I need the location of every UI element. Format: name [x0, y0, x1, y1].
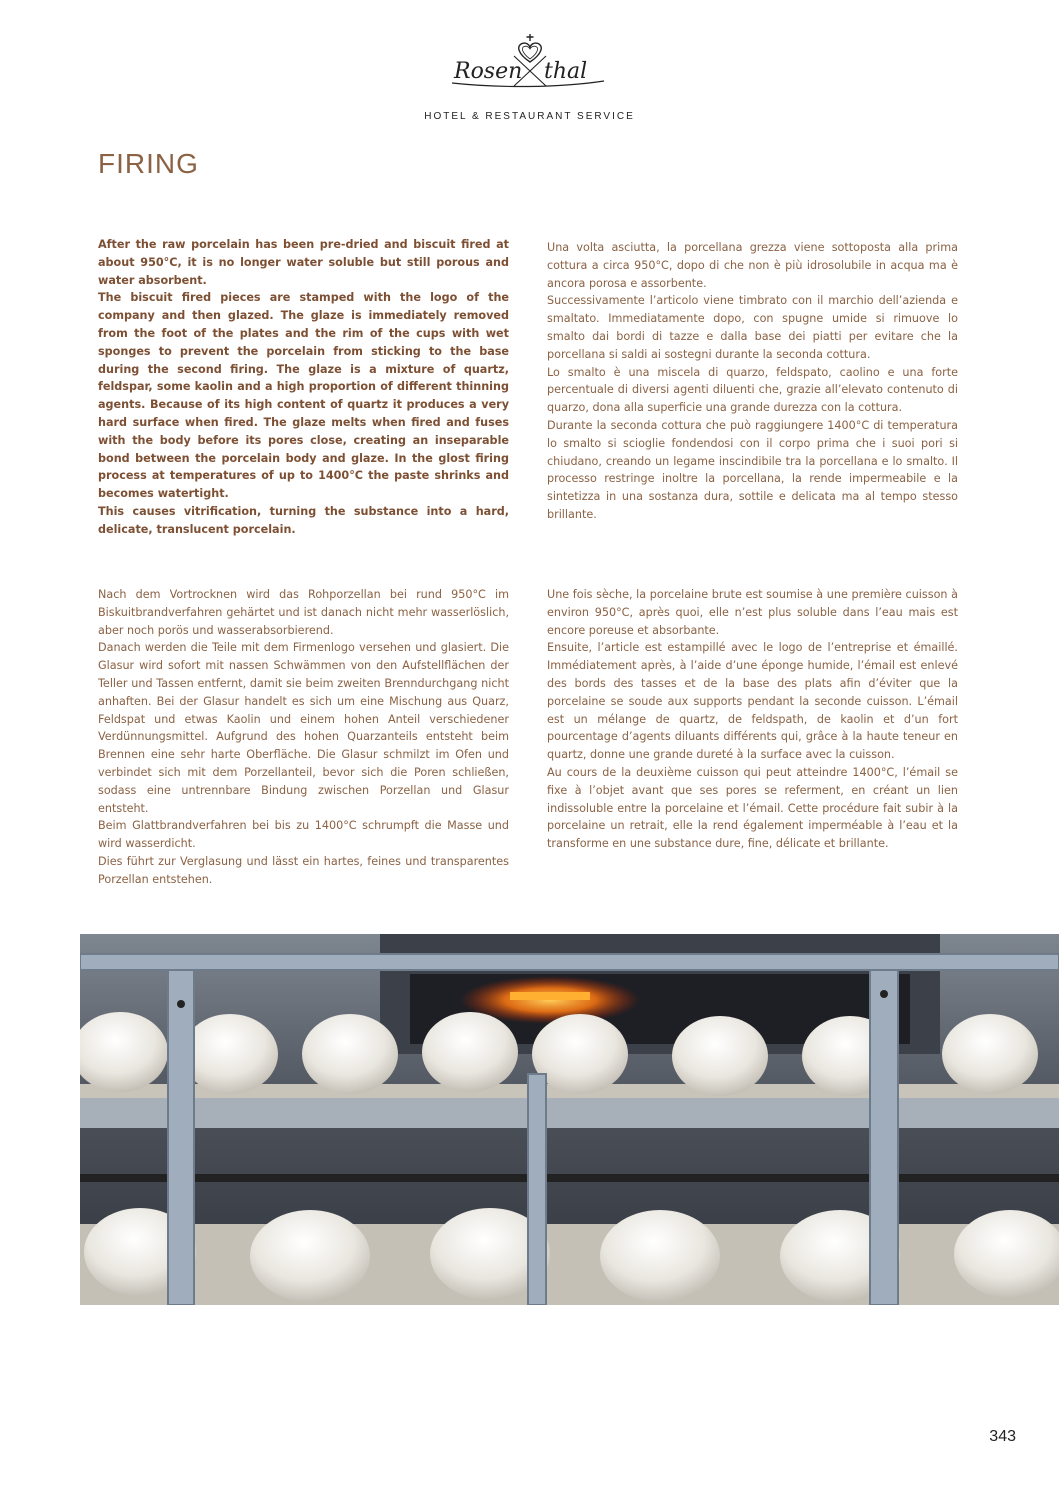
brand-logo: [448, 28, 612, 94]
french-text: Une fois sèche, la porcelaine brute est soumise à une première cuisson à environ 950°C, après quoi, elle n’est plus soluble dans l’eau mais est encore poreuse et absorbante. Ensuite, l’article est estampillé avec le logo de l’entreprise et émaillé. Immédiatement après, à l’aide d’une éponge humide, l’émail est enlevé des bords des tasses et de la base des plats afin d’éviter que la porcelaine se soude aux supports pendant la seconde cuisson. L’émail est un mélange de quartz, de feldspath, de kaolin et d’un fort pourcentage d’agents diluants différents qui, grâce à la haute teneur en quartz, donne une grande dureté à la surface avec la cuisson. Au cours de la deuxième cuisson qui peut atteindre 1400°C, l’émail se fixe à l’objet avant que ses pores se referment, en créant un lien indissoluble entre la porcelaine et l’émail. Cette procédure fait subir à la porcelaine un retrait, elle la rend également imperméable à l’eau et la transforme en une substance dure, fine, délicate et brillante.: [547, 588, 958, 851]
brand-logo-text: [448, 94, 449, 95]
german-text: Nach dem Vortrocknen wird das Rohporzellan bei rund 950°C im Biskuitbrandverfahren gehärtet und ist danach nicht mehr wasserlöslich, aber noch porös und wasserabsorbierend. Danach werden die Teile mit dem Firmenlogo versehen und glasiert. Die Glasur wird sofort mit nassen Schwämmen von den Aufstellflächen der Teller und Tassen entfernt, damit sie beim zweiten Brenndurchgang nicht anhaften. Bei der Glasur handelt es sich um eine Mischung aus Quarz, Feldspat und etwas Kaolin und einem hohen Anteil verschiedener Verdünnungsmittel. Aufgrund des hohen Quarzanteils entsteht beim Brennen eine sehr harte Oberfläche. Die Glasur schmilzt im Ofen und verbindet sich mit dem Porzellanteil, bevor sich die Poren schließen, sodass eine untrennbare Bindung zwischen Porzellan und Glasur entsteht. Beim Glattbrandverfahren bei bis zu 1400°C schrumpft die Masse und wird wasserdicht. Dies führt zur Verglasung und lässt ein hartes, feines und transparentes Porzellan entstehen.: [98, 588, 509, 886]
italian-text: Una volta asciutta, la porcellana grezza viene sottoposta alla prima cottura a circa 950°C, dopo di che non è più idrosolubile in acqua ma è ancora porosa e assorbente. Successivamente l’articolo viene timbrato con il marchio dell’azienda e smaltato. Immediatamente dopo, con spugne umide si rimuove lo smalto dai bordi di tazze e dalla base dei piatti per evitare che la porcellana si saldi ai sostegni durante la seconda cottura. Lo smalto è una miscela di quarzo, feldspato, caolino e una forte percentuale di diversi agenti diluenti che, grazie all’elevato contenuto di quarzo, dona alla superficie una grande durezza con la cottura. Durante la seconda cottura che può raggiungere 1400°C di temperatura lo smalto si scioglie fondendosi con il corpo prima che i suoi pori si chiudano, creando un legame inscindibile tra la porcellana e lo smalto. Il processo restringe inoltre la porcellana, la rende impermeabile e la sintetizza in una sostanza dura, sottile e delicata ma al tempo stesso brillante.: [547, 241, 958, 521]
page-number: 343: [989, 1428, 1016, 1445]
svg-text:thal: thal: [544, 59, 588, 84]
rosenthal-logo-icon: [448, 28, 612, 94]
english-text: After the raw porcelain has been pre-dried and biscuit fired at about 950°C, it is no longer water soluble but still porous and water absorbent. The biscuit fired pieces are stamped with the logo of the company and then glazed. The glaze is immediately removed from the foot of the plates and the rim of the cups with wet sponges to prevent the porcelain from sticking to the base during the second firing. The glaze is a mixture of quartz, feldspar, some kaolin and a high proportion of different thinning agents. Because of its high content of quartz it produces a very hard surface when fired. The glaze melts when fired and fuses with the body before its pores close, creating an inseparable bond between the porcelain body and glaze. In the glost firing process at temperatures of up to 1400°C the paste shrinks and becomes watertight. This causes vitrification, turning the substance into a hard, delicate, translucent porcelain.: [98, 238, 509, 536]
tagline: HOTEL & RESTAURANT SERVICE: [424, 111, 635, 122]
page-title: FIRING: [98, 148, 199, 179]
kiln-firing-photo: [80, 934, 1059, 1305]
svg-text:Rosen: Rosen: [454, 59, 523, 84]
